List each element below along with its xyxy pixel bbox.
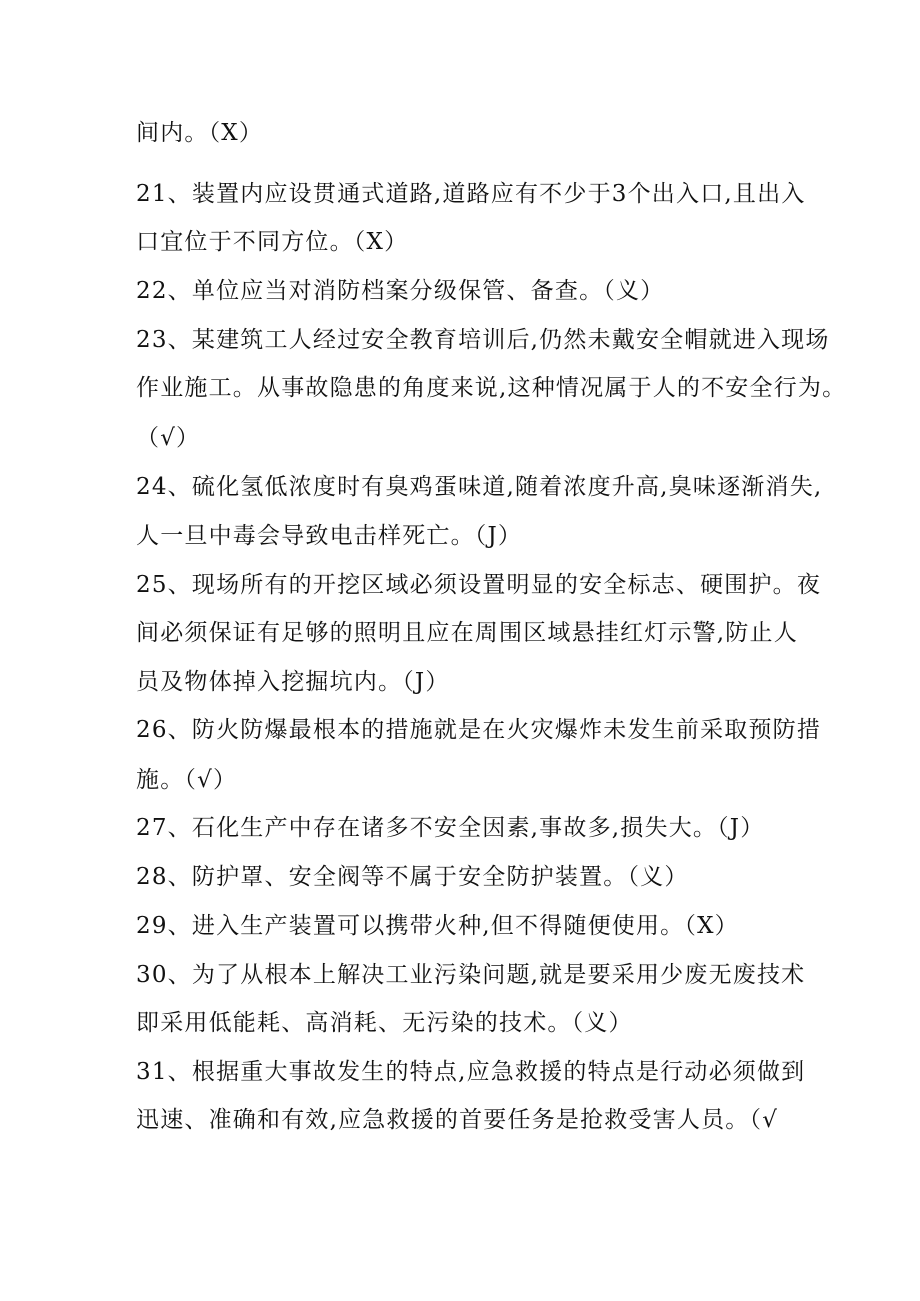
text-line: 间内。（X） [136,120,264,146]
text-line: 口宜位于不同方位。（X） [136,229,409,255]
text-line: 26、防火防爆最根本的措施就是在火灾爆炸未发生前采取预防措 [136,717,822,743]
text-line: 25、现场所有的开挖区域必须设置明显的安全标志、硬围护。夜 [136,572,822,598]
text-line: 29、进入生产装置可以携带火种,但不得随便使用。（X） [136,913,739,939]
text-line: 间必须保证有足够的照明且应在周围区域悬挂红灯示警,防止人 [136,620,798,646]
text-line: 31、根据重大事故发生的特点,应急救援的特点是行动必须做到 [136,1059,806,1085]
text-line: 员及物体掉入挖掘坑内。（J） [136,669,450,695]
text-line: 22、单位应当对消防档案分级保管、备查。（义） [136,278,665,304]
text-line: 24、硫化氢低浓度时有臭鸡蛋味道,随着浓度升高,臭味逐渐消失, [136,474,823,500]
text-line: 迅速、准确和有效,应急救援的首要任务是抢救受害人员。（√ [136,1107,779,1133]
text-line: （√） [136,425,201,451]
text-line: 21、装置内应设贯通式道路,道路应有不少于3个出入口,且出入 [136,181,806,207]
text-line: 30、为了从根本上解决工业污染问题,就是要采用少废无废技术 [136,962,806,988]
text-line: 28、防护罩、安全阀等不属于安全防护装置。（义） [136,864,689,890]
text-line: 人一旦中毒会导致电击样死亡。（J） [136,523,523,549]
text-line: 施。（√） [136,767,238,793]
text-line: 23、某建筑工人经过安全教育培训后,仍然未戴安全帽就进入现场 [136,327,830,353]
text-line: 27、石化生产中存在诸多不安全因素,事故多,损失大。（J） [136,815,765,841]
text-line: 作业施工。从事故隐患的角度来说,这种情况属于人的不安全行为。 [136,375,847,401]
text-line: 即采用低能耗、高消耗、无污染的技术。（义） [136,1010,633,1036]
